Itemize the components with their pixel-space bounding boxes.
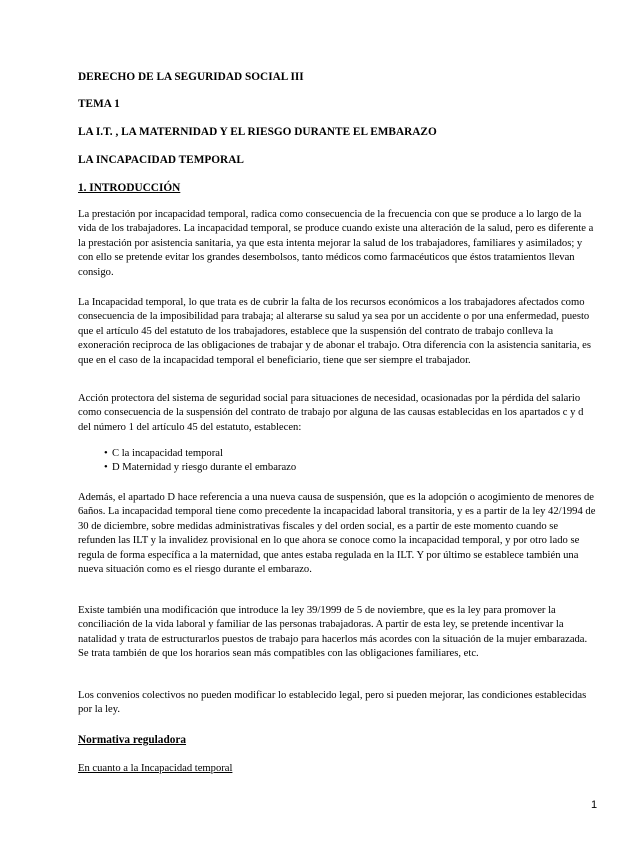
normativa-subheading: En cuanto a la Incapacidad temporal [78, 763, 233, 774]
paragraph-4: Además, el apartado D hace referencia a una nueva causa de suspensión, que es la adopción o acogimiento de menores de 6años. La incapacidad temporal tiene como precedente la incapacidad laboral transitoria, y es a partir de la ley 42/1994 de 30 de diciembre, sobre medidas administrativas fiscales y del orden social, es a partir de este momento cuando se refunden las ILT y la invalidez provisional en lo que ahora se conoce como la incapacidad temporal, y por otro lado se regula de forma específica a la maternidad, que antes estaba regulada en la ILT. Y por último se establece también una nueva situación como es el riesgo durante el embarazo. [78, 492, 596, 576]
course-title: DERECHO DE LA SEGURIDAD SOCIAL III [78, 71, 304, 83]
list-item: • D Maternidad y riesgo durante el embarazo [104, 461, 296, 475]
subject-title: LA I.T. , LA MATERNIDAD Y EL RIESGO DURANTE EL EMBARAZO [78, 126, 437, 138]
topic-title: TEMA 1 [78, 98, 120, 110]
section-title: LA INCAPACIDAD TEMPORAL [78, 154, 244, 166]
paragraph-1: La prestación por incapacidad temporal, radica como consecuencia de la frecuencia con que se produce a lo largo de la vida de los trabajadores. La incapacidad temporal, se produce cuando existe una alteración de la salud, pero es diferente a la prestación por asistencia sanitaria, ya que esta intenta mejorar la salud de los trabajadores, familiares y asimilados; y con ello se pretende evitar los grandes desembolsos, tanto médicos como farmacéuticos que éstos tratamientos llevan consigo. [78, 209, 594, 278]
page-number: 1 [591, 799, 598, 811]
paragraph-5: Existe también una modificación que introduce la ley 39/1999 de 5 de noviembre, que es la ley para promover la conciliación de la vida laboral y familiar de las personas trabajadoras. A partir de esta ley, se pretende incentivar la natalidad y trata de estructurarlos puestos de trabajo para hacerlos más acordes con la situación de la mujer embarazada. Se trata también de que los horarios sean más compatibles con las obligaciones familiares, etc. [78, 605, 588, 660]
normativa-heading: Normativa reguladora [78, 734, 187, 746]
list-item: • C la incapacidad temporal [104, 447, 296, 461]
bullet-list [104, 447, 296, 476]
paragraph-3: Acción protectora del sistema de seguridad social para situaciones de necesidad, ocasionadas por la pérdida del salario como consecuencia de la suspensión del contrato de trabajo por alguna de las causas establecidas en los apartados c y d del número 1 del artículo 45 del estatuto, establecen: [78, 393, 584, 433]
paragraph-2: La Incapacidad temporal, lo que trata es de cubrir la falta de los recursos económicos a los trabajadores afectados como consecuencia de la imposibilidad para trabaja; al alterarse su salud ya sea por un accidente o por una enfermedad, puesto que el artículo 45 del estatuto de los trabajadores, establece que la suspensión del contrato de trabajo conlleva la exoneración reciproca de las obligaciones de trabajar y de abonar el trabajo. Otra diferencia con la asistencia sanitaria, es que en el caso de la incapacidad temporal el beneficiario, tiene que ser siempre el trabajador. [78, 297, 591, 366]
paragraph-6: Los convenios colectivos no pueden modificar lo establecido legal, pero si pueden mejorar, las condiciones establecidas por la ley. [78, 690, 587, 716]
introduction-heading: 1. INTRODUCCIÓN [78, 182, 181, 194]
